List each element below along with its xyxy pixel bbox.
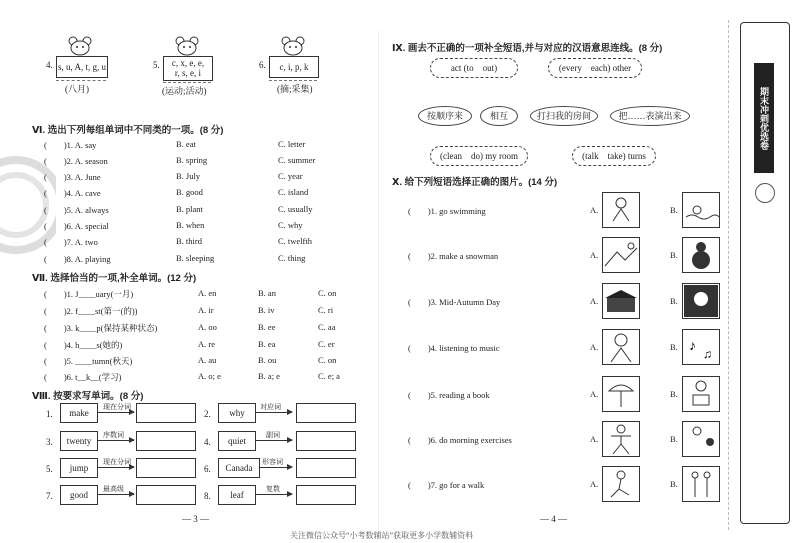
q6-3-c: C. year — [278, 171, 303, 181]
transform-hint: 现在分词 — [103, 458, 131, 466]
transform-hint: 复数 — [266, 485, 280, 493]
side-title: 期末冲刺优选卷 — [754, 63, 774, 173]
snowy-scene-icon[interactable] — [602, 237, 640, 273]
item-number: 6. — [204, 464, 211, 474]
section-8-title: Ⅷ. 按要求写单词。(8 分) — [32, 391, 144, 402]
chinese-hint: (摘;采集) — [277, 84, 313, 94]
option-b-label: B. — [670, 389, 678, 399]
snowman-icon[interactable] — [682, 237, 720, 273]
walking-people-icon[interactable] — [682, 466, 720, 502]
q6-7-c: C. twelfth — [278, 236, 312, 246]
q7-2-b: B. iv — [258, 305, 275, 315]
q6-1-b: B. eat — [176, 139, 196, 149]
q7-6-b: B. a; e — [258, 371, 280, 381]
q7-3-a: A. oo — [198, 322, 217, 332]
letters-box: s, u, A, t, g, u — [56, 56, 108, 78]
answer-box[interactable] — [296, 403, 356, 423]
option-a-label: A. — [590, 434, 599, 444]
logo-icon — [755, 183, 775, 203]
item-number: 2. — [204, 409, 211, 419]
q7-4-stem: ( )4. h____s(她的) — [44, 340, 123, 350]
arrow-icon — [256, 412, 292, 413]
section-6-title: Ⅵ. 选出下列每组单词中不同类的一项。(8 分) — [32, 125, 224, 136]
transform-hint: 最高级 — [103, 485, 124, 493]
q7-2-stem: ( )2. f____st(第一(的)) — [44, 306, 138, 316]
option-a-label: A. — [590, 296, 599, 306]
palace-icon[interactable] — [602, 283, 640, 319]
transform-hint: 对应词 — [260, 403, 281, 411]
answer-box[interactable] — [296, 485, 356, 505]
q6-2-c: C. summer — [278, 155, 316, 165]
option-b-label: B. — [670, 342, 678, 352]
q7-5-a: A. au — [198, 355, 217, 365]
transform-hint: 序数词 — [103, 431, 124, 439]
arrow-icon — [98, 494, 134, 495]
q6-7-b: B. third — [176, 236, 202, 246]
transform-hint: 副词 — [266, 431, 280, 439]
chinese-hint: (八月) — [65, 84, 89, 94]
option-b-label: B. — [670, 434, 678, 444]
letters-box: c, x, e, e, r, s, e, i — [163, 56, 213, 81]
q6-5-c: C. usually — [278, 204, 313, 214]
option-a-label: A. — [590, 342, 599, 352]
q6-2-stem: ( )2. A. season — [44, 156, 108, 166]
option-b-label: B. — [670, 250, 678, 260]
boy-reading-icon[interactable] — [682, 376, 720, 412]
chinese-oval[interactable]: 按顺序来 — [418, 106, 472, 126]
boy-headphones-icon[interactable] — [602, 329, 640, 365]
option-b-label: B. — [670, 296, 678, 306]
q7-6-stem: ( )6. t__k__(学习) — [44, 372, 122, 382]
source-word: make — [60, 403, 98, 423]
arrow-icon — [256, 440, 292, 441]
side-banner — [740, 22, 790, 524]
phrase-pill[interactable]: (talk take) turns — [572, 146, 656, 166]
q7-6-c: C. e; a — [318, 371, 340, 381]
q6-6-b: B. when — [176, 220, 205, 230]
item-number: 8. — [204, 491, 211, 501]
source-word: why — [218, 403, 256, 423]
letters-box: c, i, p, k — [269, 56, 319, 78]
transform-hint: 形容词 — [262, 458, 283, 466]
girl-running-icon[interactable] — [602, 466, 640, 502]
answer-line[interactable] — [163, 82, 211, 83]
q10-4-stem: ( )4. listening to music — [408, 343, 500, 353]
phrase-pill[interactable]: (every each) other — [548, 58, 642, 78]
arrow-icon — [98, 440, 134, 441]
q7-2-c: C. ri — [318, 305, 334, 315]
section-10-title: Ⅹ. 给下列短语选择正确的图片。(14 分) — [392, 177, 558, 188]
q7-6-a: A. o; e — [198, 371, 221, 381]
source-word: twenty — [60, 431, 98, 451]
q7-4-c: C. er — [318, 339, 335, 349]
q6-1-stem: ( )1. A. say — [44, 140, 97, 150]
section-7-title: Ⅶ. 选择恰当的一项,补全单词。(12 分) — [32, 273, 197, 284]
answer-box[interactable] — [136, 458, 196, 478]
option-a-label: A. — [590, 479, 599, 489]
q6-5-stem: ( )5. A. always — [44, 205, 109, 215]
arrow-icon — [98, 467, 134, 468]
chinese-oval[interactable]: 打扫我的房间 — [530, 106, 598, 126]
source-word: Canada — [218, 458, 260, 478]
q6-5-b: B. plant — [176, 204, 203, 214]
q7-5-c: C. on — [318, 355, 337, 365]
option-a-label: A. — [590, 205, 599, 215]
arrow-icon — [256, 494, 292, 495]
option-a-label: A. — [590, 389, 599, 399]
chinese-oval[interactable]: 相互 — [480, 106, 518, 126]
answer-box[interactable] — [296, 458, 356, 478]
basketball-boy-icon[interactable] — [682, 421, 720, 457]
arrow-icon — [260, 467, 292, 468]
music-notes-icon[interactable] — [682, 329, 720, 365]
source-word: good — [60, 485, 98, 505]
q6-7-stem: ( )7. A. two — [44, 237, 98, 247]
q7-4-b: B. ea — [258, 339, 276, 349]
q7-2-a: A. ir — [198, 305, 214, 315]
item-number: 1. — [46, 409, 53, 419]
q6-8-stem: ( )8. A. playing — [44, 254, 111, 264]
svg-text:♪: ♪ — [689, 339, 696, 354]
item-number: 5. — [46, 464, 53, 474]
moon-night-icon[interactable] — [682, 283, 720, 319]
girl-umbrella-icon[interactable] — [602, 376, 640, 412]
item-number: 3. — [46, 437, 53, 447]
q7-4-a: A. re — [198, 339, 215, 349]
q7-1-b: B. an — [258, 288, 276, 298]
q7-3-b: B. ee — [258, 322, 276, 332]
phrase-pill[interactable]: act (to out) — [430, 58, 518, 78]
q6-4-b: B. good — [176, 187, 203, 197]
section-9-title: Ⅸ. 画去不正确的一项补全短语,并与对应的汉语意思连线。(8 分) — [392, 43, 663, 54]
q6-6-stem: ( )6. A. special — [44, 221, 109, 231]
page-divider — [378, 30, 379, 530]
source-word: jump — [60, 458, 98, 478]
q10-2-stem: ( )2. make a snowman — [408, 251, 499, 261]
source-word: quiet — [218, 431, 256, 451]
q10-6-stem: ( )6. do morning exercises — [408, 435, 512, 445]
q10-3-stem: ( )3. Mid-Autumn Day — [408, 297, 501, 307]
source-word: leaf — [218, 485, 256, 505]
q7-3-c: C. aa — [318, 322, 336, 332]
option-a-label: A. — [590, 250, 599, 260]
item-number: 4. — [204, 437, 211, 447]
item-number: 7. — [46, 491, 53, 501]
option-b-label: B. — [670, 479, 678, 489]
answer-line[interactable] — [269, 80, 317, 81]
q7-5-b: B. ou — [258, 355, 277, 365]
svg-text:♫: ♫ — [703, 347, 712, 361]
answer-box[interactable] — [296, 431, 356, 451]
answer-box[interactable] — [136, 403, 196, 423]
exercising-man-icon[interactable] — [602, 421, 640, 457]
q10-5-stem: ( )5. reading a book — [408, 390, 490, 400]
q6-3-stem: ( )3. A. June — [44, 172, 101, 182]
swimming-girl-icon[interactable] — [602, 192, 640, 228]
page-number-right: — 4 — — [540, 514, 567, 524]
q6-8-b: B. sleeping — [176, 253, 215, 263]
binding-line — [728, 20, 729, 530]
chinese-oval[interactable]: 把……表演出来 — [610, 106, 690, 126]
q7-3-stem: ( )3. k____p(保持某种状态) — [44, 323, 158, 333]
q10-1-stem: ( )1. go swimming — [408, 206, 486, 216]
answer-line[interactable] — [56, 80, 106, 81]
puzzle-number: 4. — [46, 60, 53, 70]
q7-1-stem: ( )1. J____uary(一月) — [44, 289, 134, 299]
bear-icon — [67, 36, 93, 56]
puzzle-number: 6. — [259, 60, 266, 70]
swimmer-waves-icon[interactable] — [682, 192, 720, 228]
answer-box[interactable] — [136, 431, 196, 451]
bear-icon — [174, 36, 200, 56]
q6-6-c: C. why — [278, 220, 303, 230]
q10-7-stem: ( )7. go for a walk — [408, 480, 485, 490]
transform-hint: 现在分词 — [103, 403, 131, 411]
q7-1-a: A. en — [198, 288, 217, 298]
q6-4-stem: ( )4. A. cave — [44, 188, 101, 198]
footer-note: 关注微信公众号“小考数辅站”获取更多小学数辅资料 — [290, 531, 474, 540]
q6-8-c: C. thing — [278, 253, 306, 263]
q6-3-b: B. July — [176, 171, 201, 181]
q6-4-c: C. island — [278, 187, 309, 197]
option-b-label: B. — [670, 205, 678, 215]
q6-2-b: B. spring — [176, 155, 208, 165]
chinese-hint: (运动;活动) — [162, 86, 207, 96]
q6-1-c: C. letter — [278, 139, 306, 149]
arrow-icon — [98, 412, 134, 413]
phrase-pill[interactable]: (clean do) my room — [430, 146, 528, 166]
page-number-left: — 3 — — [182, 514, 209, 524]
bear-icon — [280, 36, 306, 56]
answer-box[interactable] — [136, 485, 196, 505]
q7-5-stem: ( )5. ____tumn(秋天) — [44, 356, 133, 366]
q7-1-c: C. on — [318, 288, 337, 298]
puzzle-number: 5. — [153, 60, 160, 70]
